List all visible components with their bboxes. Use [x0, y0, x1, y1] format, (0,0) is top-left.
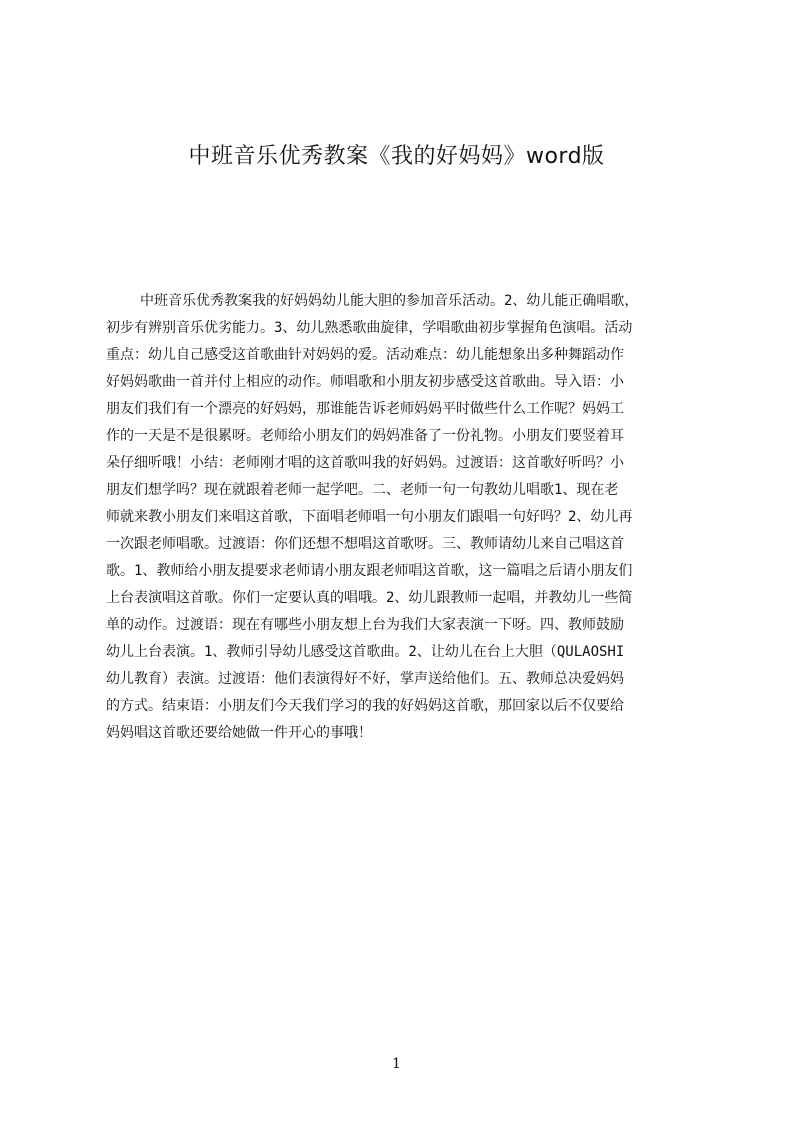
body-line: 作的一天是不是很累呀。老师给小朋友们的妈妈准备了一份礼物。小朋友们要竖着耳	[106, 428, 624, 444]
page-number: 1	[392, 1056, 401, 1072]
body-line: 朋友们我们有一个漂亮的好妈妈，那谁能告诉老师妈妈平时做些什么工作呢？妈妈工	[106, 401, 624, 417]
body-line: 重点：幼儿自己感受这首歌曲针对妈妈的爱。活动难点：幼儿能想象出多种舞蹈动作	[106, 347, 624, 363]
body-line: 朋友们想学吗？现在就跟着老师一起学吧。二、老师一句一句教幼儿唱歌1、现在老	[106, 482, 619, 498]
body-line: 幼儿教育）表演。过渡语：他们表演得好不好，掌声送给他们。五、教师总决爱妈妈	[106, 671, 624, 687]
body-line: 单的动作。过渡语：现在有哪些小朋友想上台为我们大家表演一下呀。四、教师鼓励	[106, 617, 624, 633]
body-line: 一次跟老师唱歌。过渡语：你们还想不想唱这首歌呀。三、教师请幼儿来自己唱这首	[106, 536, 624, 552]
body-line: 上台表演唱这首歌。你们一定要认真的唱哦。2、幼儿跟教师一起唱，并教幼儿一些简	[106, 590, 633, 606]
document-title: 中班音乐优秀教案《我的好妈妈》word版	[188, 144, 605, 169]
body-line: 中班音乐优秀教案我的好妈妈幼儿能大胆的参加音乐活动。2、幼儿能正确唱歌，	[140, 293, 639, 309]
body-line: 的方式。结束语：小朋友们今天我们学习的我的好妈妈这首歌，那回家以后不仅要给	[106, 698, 624, 714]
body-line: 好妈妈歌曲一首并付上相应的动作。师唱歌和小朋友初步感受这首歌曲。导入语：小	[106, 374, 624, 390]
body-line: 妈妈唱这首歌还要给她做一件开心的事哦！	[106, 725, 372, 741]
body-line: 师就来教小朋友们来唱这首歌，下面唱老师唱一句小朋友们跟唱一句好吗？2、幼儿再	[106, 509, 633, 525]
body-line: 歌。1、教师给小朋友提要求老师请小朋友跟老师唱这首歌，这一篇唱之后请小朋友们	[106, 563, 633, 579]
document-body	[106, 288, 698, 747]
body-line: 朵仔细听哦！小结：老师刚才唱的这首歌叫我的好妈妈。过渡语：这首歌好听吗？小	[106, 455, 624, 471]
body-line: 初步有辨别音乐优劣能力。3、幼儿熟悉歌曲旋律，学唱歌曲初步掌握角色演唱。活动	[106, 320, 633, 336]
body-line: 幼儿上台表演。1、教师引导幼儿感受这首歌曲。2、让幼儿在台上大胆（QULAOSHI	[106, 644, 625, 660]
